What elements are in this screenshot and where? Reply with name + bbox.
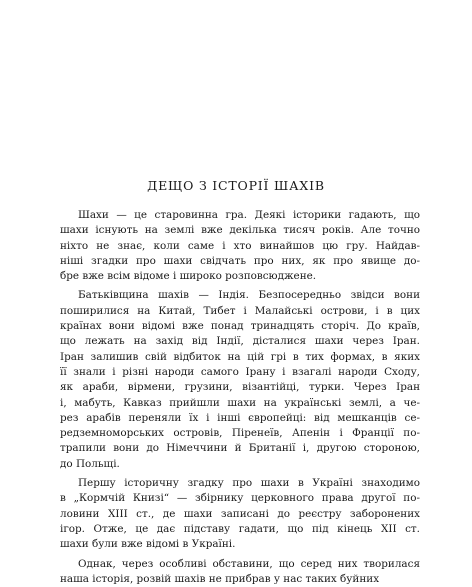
chapter-title: ДЕЩО З ІСТОРІЇ ШАХІВ: [147, 178, 325, 193]
paragraph: [60, 208, 420, 284]
text-line: країнах вони відомі вже понад тринадцять сторіч. До країв,: [60, 320, 420, 333]
text-line: Однак, через особливі обставини, що серед них творилася: [78, 557, 420, 570]
paragraph: [60, 288, 420, 472]
text-line: шахи були вже відомі в Україні.: [60, 538, 236, 551]
text-line: ніхто не знає, коли саме і хто винайшов цю гру. Найдав-: [60, 239, 420, 252]
text-line: бре вже всім відоме і широко розповсюджене.: [60, 270, 317, 283]
text-line: ловини XIII ст., де шахи записані до реєстру заборонених: [60, 507, 420, 520]
text-line: редземноморських островів, Піренеїв, Апенін і Франції по-: [60, 427, 420, 440]
text-line: і, мабуть, Кавказ прийшли шахи на українські землі, а че-: [60, 396, 420, 409]
text-line: Шахи — це старовинна гра. Деякі історики гадають, що: [78, 209, 420, 221]
text-line: наша історія, розвій шахів не прибрав у нас таких буйних: [60, 572, 380, 585]
text-line: трапили вони до Німеччини й Британії і, другою стороною,: [60, 442, 420, 455]
text-line: ніші згадки про шахи свідчать про них, як про явище до-: [60, 254, 420, 267]
text-line: ігор. Отже, це дає підставу гадати, що під кінець XII ст.: [60, 522, 420, 535]
text-line: поширилися на Китай, Тибет і Малайські острови, і в цих: [60, 304, 420, 317]
text-line: рез арабів переняли їх і інші європейці: від мешканців се-: [60, 411, 420, 424]
text-line: її знали і різні народи самого Ірану і взагалі народи Сходу,: [60, 365, 420, 378]
text-line: шахи існують на землі вже декілька тисяч років. Але точно: [60, 224, 420, 237]
text-line: Іран залишив свій відбиток на цій грі в тих формах, в яких: [60, 350, 420, 363]
text-line: Першу історичну згадку про шахи в Україні знаходимо: [78, 477, 420, 490]
paragraph: [60, 557, 420, 587]
text-line: що лежать на захід від Індії, дісталися шахи через Іран.: [60, 335, 420, 348]
text-line: Батьківщина шахів — Індія. Безпосередньо звідси вони: [78, 289, 420, 302]
paragraph: [60, 476, 420, 552]
text-line: в „Кормчій Книзі“ — збірнику церковного права другої по-: [60, 492, 420, 505]
text-line: до Польщі.: [60, 457, 120, 470]
text-line: як араби, вірмени, грузини, візантійці, турки. Через Іран: [60, 381, 420, 394]
body-text: [60, 208, 420, 587]
